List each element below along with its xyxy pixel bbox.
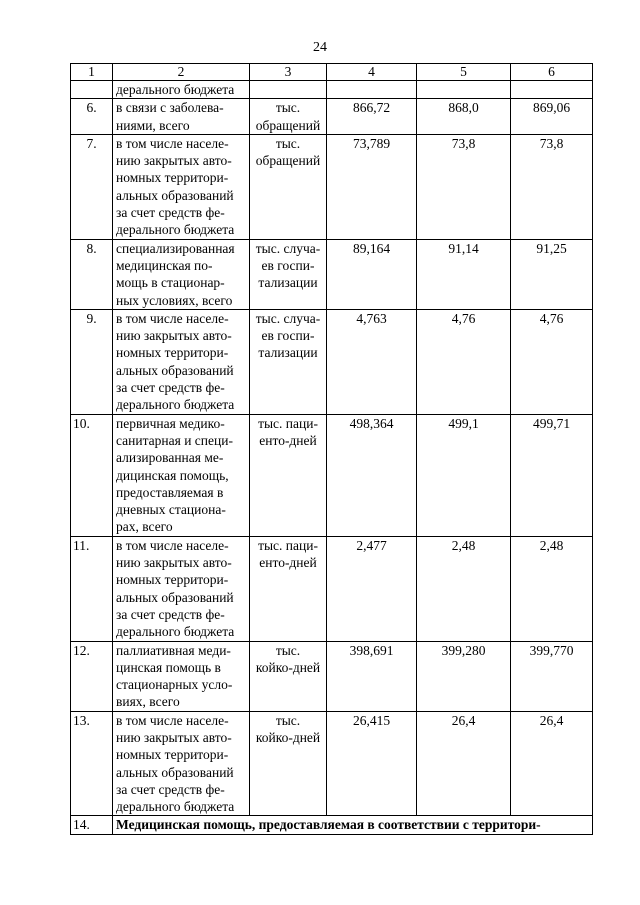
indicator-name	[113, 641, 250, 711]
indicator-name-line: номных территори-	[116, 345, 229, 361]
value-v5: 499,1	[417, 414, 511, 536]
indicator-name	[113, 239, 250, 309]
value-v4: 398,691	[327, 641, 417, 711]
row-number: 7.	[71, 134, 113, 239]
section-heading-row	[71, 816, 593, 834]
value-v6: 4,76	[511, 309, 593, 414]
indicator-name	[113, 414, 250, 536]
indicator-name-line: нию закрытых авто-	[116, 555, 232, 571]
table-header-row	[71, 64, 593, 81]
unit-line: енто-дней	[259, 432, 317, 448]
unit-line: тыс. случа-	[255, 310, 321, 326]
indicator-name-line: за счет средств фе-	[116, 205, 225, 221]
indicator-name-line: альных образований	[116, 764, 234, 780]
table-row	[71, 414, 593, 536]
indicator-name-line: альных образований	[116, 187, 234, 203]
indicator-name-line: медицинская по-	[116, 257, 213, 273]
unit-line: тализации	[258, 345, 318, 361]
table-row	[71, 134, 593, 239]
continuation-text: дерального бюджета	[113, 81, 250, 99]
indicator-name-line: ализированная ме-	[116, 450, 224, 466]
unit-of-measure	[250, 414, 327, 536]
value-v4: 89,164	[327, 239, 417, 309]
value-v4: 26,415	[327, 711, 417, 816]
value-v4: 498,364	[327, 414, 417, 536]
column-header: 4	[327, 64, 417, 81]
unit-line: ев госпи-	[261, 328, 315, 344]
indicator-name-line: рах, всего	[116, 519, 173, 535]
row-number: 10.	[71, 414, 113, 536]
unit-line: обращений	[255, 117, 321, 133]
unit-line: тыс.	[275, 642, 301, 658]
column-header: 6	[511, 64, 593, 81]
unit-line: койко-дней	[255, 729, 321, 745]
indicator-name-line: номных территори-	[116, 747, 229, 763]
table-row	[71, 536, 593, 641]
indicator-name-line: санитарная и специ-	[116, 432, 233, 448]
unit-line: тыс.	[275, 712, 301, 728]
indicator-name-line: дерального бюджета	[116, 222, 235, 238]
indicator-name-line: нию закрытых авто-	[116, 328, 232, 344]
indicator-name	[113, 99, 250, 135]
value-v5: 2,48	[417, 536, 511, 641]
indicator-name-line: за счет средств фе-	[116, 606, 225, 622]
value-v6: 399,770	[511, 641, 593, 711]
column-header: 3	[250, 64, 327, 81]
value-v5: 73,8	[417, 134, 511, 239]
value-v5: 91,14	[417, 239, 511, 309]
indicator-name-line: альных образований	[116, 589, 234, 605]
value-v6: 91,25	[511, 239, 593, 309]
value-v4: 73,789	[327, 134, 417, 239]
indicator-name-line: цинская помощь в	[116, 659, 221, 675]
indicator-name-line: за счет средств фе-	[116, 781, 225, 797]
indicator-name-line: ных условиях, всего	[116, 292, 233, 308]
indicator-table	[70, 63, 593, 835]
value-v5: 868,0	[417, 99, 511, 135]
unit-line: обращений	[255, 153, 321, 169]
unit-of-measure	[250, 536, 327, 641]
unit-line: тыс. паци-	[258, 537, 318, 553]
value-v4: 866,72	[327, 99, 417, 135]
unit-of-measure	[250, 134, 327, 239]
indicator-name-line: в связи с заболева-	[116, 100, 224, 116]
unit-line: тыс. паци-	[258, 415, 318, 431]
column-header: 5	[417, 64, 511, 81]
indicator-name-line: за счет средств фе-	[116, 380, 225, 396]
unit-of-measure	[250, 309, 327, 414]
indicator-name-line: специализированная	[116, 240, 235, 256]
unit-of-measure	[250, 641, 327, 711]
indicator-name-line: дерального бюджета	[116, 624, 235, 640]
indicator-name	[113, 134, 250, 239]
value-v4: 2,477	[327, 536, 417, 641]
column-header: 2	[113, 64, 250, 81]
row-number: 6.	[71, 99, 113, 135]
indicator-name-line: дицинская помощь,	[116, 467, 229, 483]
indicator-name-line: предоставляемая в	[116, 484, 224, 500]
row-number: 9.	[71, 309, 113, 414]
unit-line: ев госпи-	[261, 257, 315, 273]
indicator-name-line: номных территори-	[116, 170, 229, 186]
indicator-name-line: номных территори-	[116, 572, 229, 588]
section-heading: Медицинская помощь, предоставляемая в соответствии с территори-	[113, 816, 593, 834]
indicator-name-line: дерального бюджета	[116, 799, 235, 815]
unit-line: тыс.	[275, 135, 301, 151]
unit-of-measure	[250, 239, 327, 309]
table-row	[71, 309, 593, 414]
continuation-row	[71, 81, 593, 99]
row-number: 12.	[71, 641, 113, 711]
indicator-name-line: в том числе населе-	[116, 712, 229, 728]
indicator-name-line: ниями, всего	[116, 117, 190, 133]
row-number: 11.	[71, 536, 113, 641]
unit-of-measure	[250, 711, 327, 816]
indicator-name-line: первичная медико-	[116, 415, 225, 431]
unit-line: тыс. случа-	[255, 240, 321, 256]
value-v4: 4,763	[327, 309, 417, 414]
value-v6: 26,4	[511, 711, 593, 816]
indicator-name-line: паллиативная меди-	[116, 642, 231, 658]
indicator-name-line: виях, всего	[116, 694, 180, 710]
table-row	[71, 711, 593, 816]
value-v5: 26,4	[417, 711, 511, 816]
column-header: 1	[71, 64, 113, 81]
value-v6: 73,8	[511, 134, 593, 239]
value-v5: 4,76	[417, 309, 511, 414]
indicator-name-line: в том числе населе-	[116, 135, 229, 151]
value-v6: 869,06	[511, 99, 593, 135]
indicator-name-line: нию закрытых авто-	[116, 153, 232, 169]
indicator-name-line: дерального бюджета	[116, 397, 235, 413]
value-v6: 2,48	[511, 536, 593, 641]
indicator-name-line: нию закрытых авто-	[116, 729, 232, 745]
unit-line: койко-дней	[255, 659, 321, 675]
row-number: 13.	[71, 711, 113, 816]
unit-of-measure	[250, 99, 327, 135]
unit-line: енто-дней	[259, 555, 317, 571]
indicator-name-line: стационарных усло-	[116, 677, 233, 693]
table-row	[71, 641, 593, 711]
table-row	[71, 99, 593, 135]
indicator-name-line: альных образований	[116, 362, 234, 378]
indicator-name	[113, 309, 250, 414]
indicator-name-line: в том числе населе-	[116, 537, 229, 553]
row-number: 8.	[71, 239, 113, 309]
indicator-name	[113, 536, 250, 641]
unit-line: тыс.	[275, 100, 301, 116]
indicator-name	[113, 711, 250, 816]
page-number: 24	[313, 40, 327, 55]
row-number: 14.	[71, 816, 113, 834]
value-v6: 499,71	[511, 414, 593, 536]
unit-line: тализации	[258, 275, 318, 291]
indicator-name-line: дневных стациона-	[116, 502, 226, 518]
table-row	[71, 239, 593, 309]
indicator-name-line: в том числе населе-	[116, 310, 229, 326]
value-v5: 399,280	[417, 641, 511, 711]
indicator-name-line: мощь в стационар-	[116, 275, 225, 291]
